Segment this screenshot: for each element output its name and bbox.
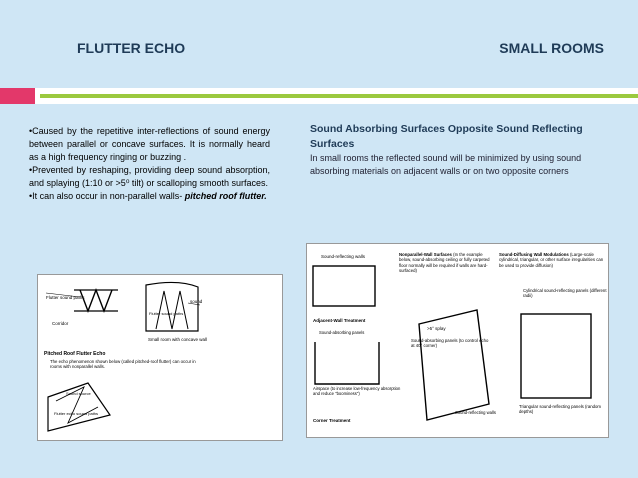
caption-body: The echo phenomenon shown below (called pitched-roof flutter) can occur in rooms with nonparallel walls. <box>50 359 196 369</box>
small-rooms-drawing <box>307 244 608 437</box>
bullet-cause: •Caused by the repetitive inter-reflections of sound energy between parallel or concave surfaces. It is normally heard as a high frequency ringing or buzzing . <box>29 126 270 162</box>
small-rooms-heading: Sound Absorbing Surfaces Opposite Sound Reflecting Surfaces <box>310 123 583 150</box>
label-airspace: Airspace (to increase low-frequency absorption and reduce "boominess") <box>313 386 401 397</box>
diffusing-text-wrap <box>499 252 605 292</box>
nonparallel-text-wrap <box>399 252 495 304</box>
label-flutter-echo-paths: Flutter echo sound paths <box>54 411 99 416</box>
caption-pitched-roof: Pitched Roof Flutter Echo <box>44 351 106 357</box>
label-absorbing-panels-2: Sound-absorbing panels (to control echo at 40° corner) <box>411 338 489 349</box>
concave-room-sketch <box>146 282 200 331</box>
label-adjacent-wall: Adjacent-Wall Treatment <box>313 318 366 323</box>
bullet-nonparallel <box>29 190 270 203</box>
corridor-sketch <box>46 290 118 311</box>
room-top-left <box>313 266 375 306</box>
small-rooms-figure <box>306 243 609 438</box>
label-flutter-sound-paths-2: Flutter sound paths <box>149 311 184 316</box>
diffusing-title: Sound-Diffusing Wall Modulations <box>499 252 569 257</box>
diffusing-body: (Large-scale cylindrical, triangular, or other surface irregularities can be used to provide diffusion) <box>499 252 604 268</box>
label-absorbing-panels: Sound-absorbing panels <box>319 330 365 335</box>
cylindrical-wrap <box>523 288 607 314</box>
pitched-roof-flutter-term: pitched roof flutter. <box>184 190 267 201</box>
label-sound-reflecting-walls-2: Sound-reflecting walls <box>455 410 496 415</box>
flutter-echo-bullets <box>29 125 270 202</box>
label-sound-reflecting-walls: Sound-reflecting walls <box>321 254 366 259</box>
label-splay: >5° splay <box>427 326 446 331</box>
label-cylindrical: Cylindrical sound-reflecting panels (different radii) <box>523 288 607 299</box>
nonparallel-title: Nonparallel-Wall Surfaces <box>399 252 452 257</box>
bullet-prevention: •Prevented by reshaping, providing deep sound absorption, and splaying (1:10 or >5⁰ tilt) or scalloping smooth surfaces. <box>29 164 270 188</box>
divider-band <box>0 88 638 104</box>
label-triangular: Triangular sound-reflecting panels (random depths) <box>519 404 602 415</box>
label-flutter-sound-paths: Flutter sound paths <box>46 295 85 300</box>
caption-body-wrap <box>50 359 200 375</box>
label-corner-treatment: Corner Treatment <box>313 418 351 423</box>
room-adjacent-wall <box>315 342 379 384</box>
corner-panels-wrap <box>411 338 489 368</box>
label-concave-room: Small room with concave wall <box>148 337 208 342</box>
airspace-wrap <box>313 386 403 416</box>
label-corridor: Corridor <box>52 321 69 326</box>
label-sound: sound <box>190 299 203 304</box>
flutter-echo-figure <box>37 274 283 441</box>
flutter-echo-drawing <box>38 275 282 440</box>
pink-accent <box>0 88 35 104</box>
green-rule <box>40 94 638 98</box>
label-sound-source: Sound source <box>66 391 91 396</box>
title-flutter-echo: FLUTTER ECHO <box>77 40 186 56</box>
title-small-rooms: SMALL ROOMS <box>499 40 604 56</box>
small-rooms-text <box>310 122 595 178</box>
small-rooms-body: In small rooms the reflected sound will be minimized by using sound absorbing materials on adjacent walls or on two opposite corners <box>310 153 582 176</box>
triangular-wrap <box>519 404 605 434</box>
nonparallel-body: (In the example below, sound-absorbing ceiling or fully carpeted floor normally will be required if walls are hard-surfaced) <box>399 252 490 274</box>
room-diffusing <box>521 314 591 398</box>
bullet-nonparallel-text: •It can also occur in non-parallel walls- <box>29 190 185 201</box>
